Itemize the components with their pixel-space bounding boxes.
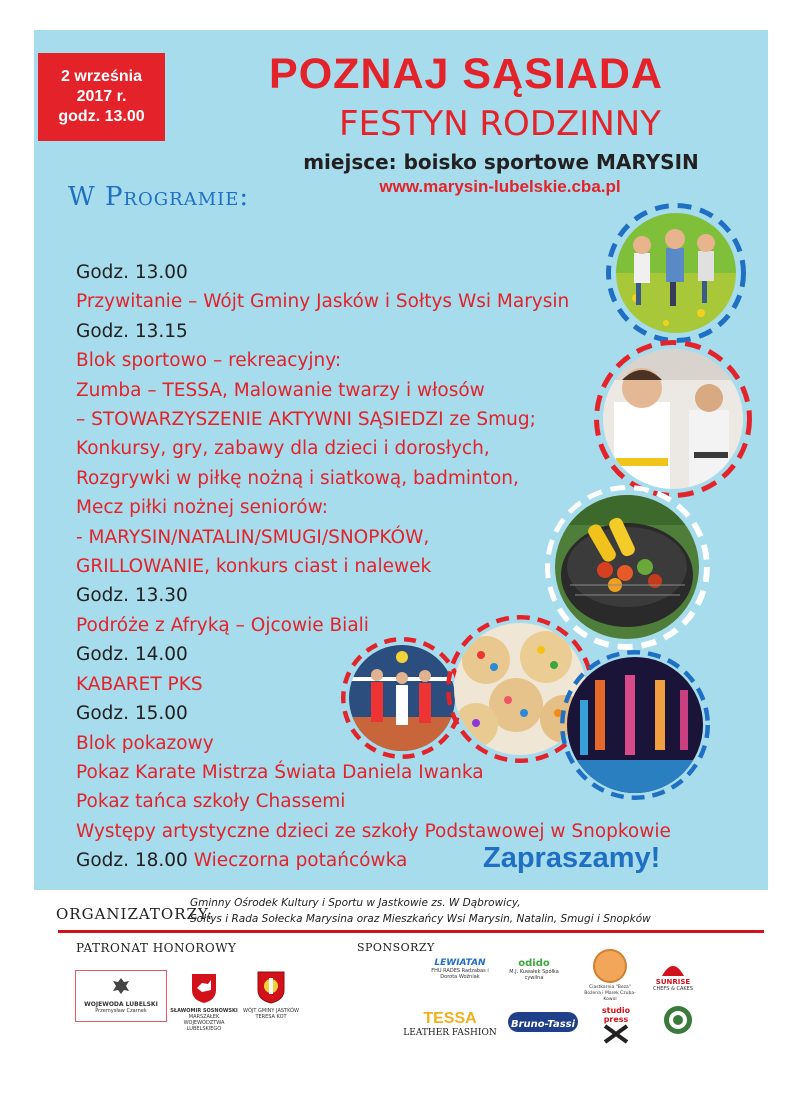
event-subtitle: FESTYN RODZINNY [339,104,661,144]
program-event: Pokaz tańca szkoły Chassemi [76,791,346,813]
organizers-line: Gminny Ośrodek Kultury i Sportu w Jastkowie zs. W Dąbrowicy, [190,897,521,909]
date-badge [38,53,165,141]
program-event: Blok pokazowy [76,732,214,754]
program-event: – STOWARZYSZENIE AKTYWNI SĄSIEDZI ze Smug; [76,409,536,431]
event-place: miejsce: boisko sportowe MARYSIN [303,150,699,174]
sponsor-name: SUNRISE [655,978,691,986]
studio-press-mark-icon [601,1024,631,1044]
sponsors-label: SPONSORZY [357,941,435,954]
jastkow-crest-icon [256,970,286,1004]
marshal-caption [168,1008,240,1032]
sponsor-details: FHU RADES Radzabas i Dorota Woźniak [431,968,489,980]
program-event: - MARYSIN/NATALIN/SMUGI/SNOPKÓW, [76,526,430,548]
sponsor-name: studio press [601,1006,631,1024]
beza-logo-icon [592,948,628,984]
sponsor-name: Ciastkarnia "Beza" [589,985,631,990]
event-title: POZNAJ SĄSIADA [269,50,663,98]
sponsor-bruno-tassi-logo [508,1012,578,1032]
program-time: Godz. 14.00 [76,644,188,666]
sponsor-sunrise-logo [648,978,698,992]
eagle-icon [110,975,132,997]
sponsor-tessa-logo [398,1010,502,1038]
program-list [76,258,736,876]
sponsor-name: Bruno-Tassi [510,1019,576,1030]
program-event: Przywitanie – Wójt Gminy Jasków i Sołtys Wsi Marysin [76,291,570,313]
sponsor-name: odido [518,958,550,969]
program-time: Godz. 13.15 [76,320,188,342]
divider [58,930,764,933]
sponsor-details: CHEFS & CAKES [653,986,693,992]
website-link[interactable]: www.marysin-lubelskie.cba.pl [379,177,621,196]
lubelskie-crest-icon [190,972,218,1004]
program-event: KABARET PKS [76,673,203,695]
program-event: Występy artystyczne dzieci ze szkoły Podstawowej w Snopkowie [76,820,671,842]
sponsor-beza-caption [584,985,636,1003]
program-event: Konkursy, gry, zabawy dla dzieci i dorosłych, [76,438,490,460]
ecological-seal-icon [662,1004,694,1036]
program-time: Godz. 15.00 [76,703,188,725]
voivode-logo [75,970,167,1022]
sponsor-lewiatan-logo [426,958,494,980]
program-event: Rozgrywki w piłkę nożną i siatkową, badminton, [76,467,519,489]
program-event: Blok sportowo – rekreacyjny: [76,350,342,372]
program-event: Zumba – TESSA, Malowanie twarzy i włosów [76,379,485,401]
mayor-caption: WÓJT GMINY JASTKÓW TERESA KOT [243,1008,299,1020]
sunrise-logo-icon [660,956,686,978]
program-time: Godz. 13.30 [76,585,188,607]
invitation-text: Zapraszamy! [483,842,661,874]
sponsor-details: Bożena i Marek Czuba-Kowol [584,991,636,1002]
marshal-name: SŁAWOMIR SOSNOWSKI [170,1008,238,1014]
marshal-role: MARSZAŁEK WOJEWÓDZTWA LUBELSKIEGO [183,1014,225,1032]
organizers-line: Sołtys i Rada Sołecka Marysina oraz Mieszkańcy Wsi Marysin, Natalin, Smugi i Snopków [190,913,651,925]
sponsor-name: TESSA [423,1010,477,1027]
program-event: GRILLOWANIE, konkurs ciast i nalewek [76,556,432,578]
voivode-title: WOJEWODA LUBELSKI [84,1001,158,1008]
organizers-text [190,895,651,927]
sponsor-odido-logo [508,958,560,981]
voivode-name: Przemysław Czarnek [95,1008,147,1014]
date-year: 2017 r. [76,88,127,105]
program-event: Podróże z Afryką – Ojcowie Biali [76,614,369,636]
date-line: 2 września [61,68,142,85]
sponsor-studio-press-logo [594,1006,638,1042]
sponsor-details: M.J. Kuwałek Spółka cywilna [509,969,559,981]
patronage-label: PATRONAT HONOROWY [76,941,237,955]
organizers-label: ORGANIZATORZY: [56,905,214,923]
sponsor-details: LEATHER FASHION [403,1028,497,1038]
program-event: Mecz piłki nożnej seniorów: [76,497,328,519]
sponsor-name: LEWIATAN [434,958,486,968]
program-event: Wieczorna potańcówka [193,850,408,872]
date-hour: godz. 13.00 [58,108,145,125]
program-event: Pokaz Karate Mistrza Świata Daniela Iwanka [76,761,484,783]
program-heading: W Programie: [68,182,250,212]
program-time: Godz. 18.00 [76,850,188,872]
program-time: Godz. 13.00 [76,262,188,283]
